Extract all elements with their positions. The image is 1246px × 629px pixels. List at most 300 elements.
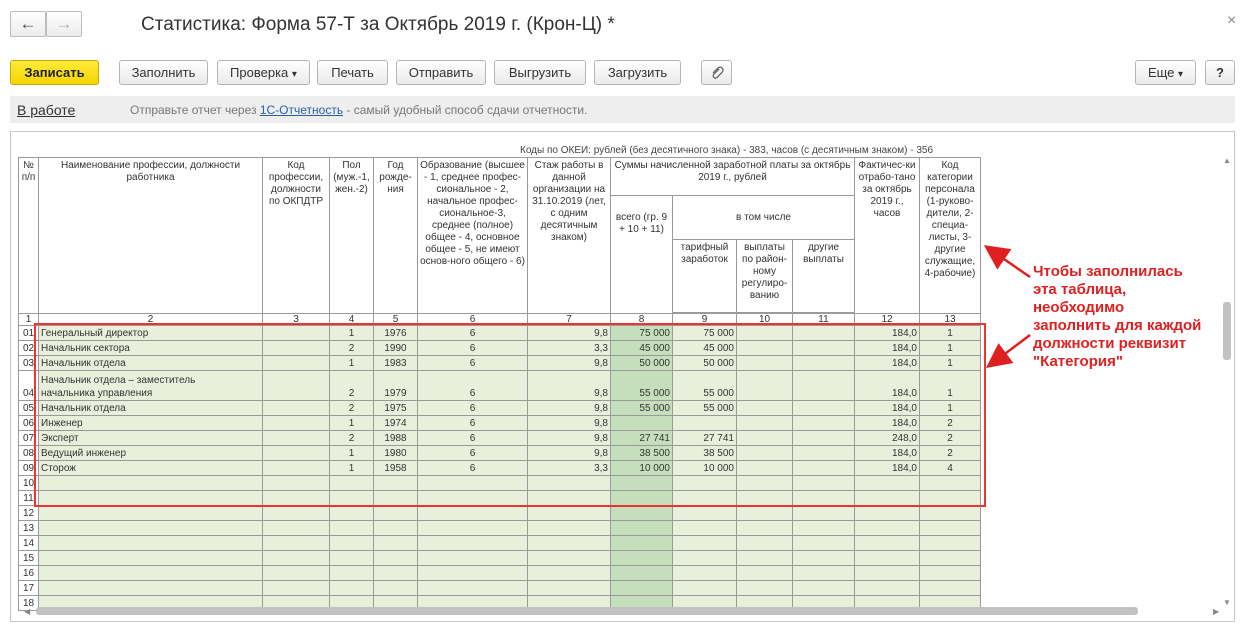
cell-exp[interactable]	[528, 491, 611, 506]
cell-tariff[interactable]: 75 000	[673, 326, 737, 341]
cell-edu[interactable]: 6	[418, 326, 528, 341]
cell-year[interactable]	[374, 491, 418, 506]
cell-hours[interactable]	[855, 551, 920, 566]
column-number: 11	[793, 314, 855, 326]
cell-n: 09	[19, 461, 39, 476]
cell-name[interactable]	[39, 491, 263, 506]
cell-other[interactable]	[793, 356, 855, 371]
cell-hours[interactable]: 184,0	[855, 446, 920, 461]
cell-regional[interactable]	[737, 551, 793, 566]
attach-button[interactable]	[701, 60, 732, 85]
cell-code[interactable]	[263, 476, 330, 491]
scroll-down-icon[interactable]: ▼	[1223, 598, 1231, 607]
cell-exp[interactable]: 3,3	[528, 341, 611, 356]
help-button[interactable]: ?	[1205, 60, 1235, 85]
column-number: 6	[418, 314, 528, 326]
table-row[interactable]	[19, 416, 981, 431]
cell-total[interactable]	[611, 551, 673, 566]
cell-name[interactable]: Эксперт	[39, 431, 263, 446]
cell-regional[interactable]	[737, 371, 793, 401]
cell-other[interactable]	[793, 551, 855, 566]
cell-other[interactable]	[793, 326, 855, 341]
table-row[interactable]	[19, 461, 981, 476]
cell-name[interactable]	[39, 581, 263, 596]
cell-regional[interactable]	[737, 431, 793, 446]
cell-other[interactable]	[793, 371, 855, 401]
cell-regional[interactable]	[737, 521, 793, 536]
cell-regional[interactable]	[737, 536, 793, 551]
table-row[interactable]	[19, 566, 981, 581]
cell-regional[interactable]	[737, 416, 793, 431]
cell-other[interactable]	[793, 491, 855, 506]
cell-cat[interactable]: 4	[920, 461, 981, 476]
cell-code[interactable]	[263, 581, 330, 596]
header-salary-group: Суммы начисленной заработной платы за октябрь 2019 г., рублей	[611, 158, 855, 196]
window-title: Статистика: Форма 57-Т за Октябрь 2019 г. (Крон-Ц) *	[141, 14, 615, 35]
hint-prefix: Отправьте отчет через	[130, 103, 260, 117]
check-button-label: Проверка	[230, 65, 289, 80]
cell-regional[interactable]	[737, 506, 793, 521]
cell-year[interactable]: 1975	[374, 401, 418, 416]
table-row[interactable]	[19, 476, 981, 491]
cell-total[interactable]: 45 000	[611, 341, 673, 356]
cell-sex[interactable]	[330, 521, 374, 536]
header-other: другие выплаты	[793, 240, 855, 313]
cell-code[interactable]	[263, 341, 330, 356]
header-okpdtr: Код профессии, должности по ОКПДТР	[263, 158, 330, 314]
cell-tariff[interactable]: 55 000	[673, 371, 737, 401]
table-row[interactable]	[19, 446, 981, 461]
cell-code[interactable]	[263, 326, 330, 341]
cell-name[interactable]: Начальник сектора	[39, 341, 263, 356]
cell-tariff[interactable]: 50 000	[673, 356, 737, 371]
fill-button[interactable]: Заполнить	[119, 60, 208, 85]
cell-tariff[interactable]	[673, 551, 737, 566]
column-number: 1	[19, 314, 39, 326]
cell-name[interactable]	[39, 476, 263, 491]
cell-code[interactable]	[263, 401, 330, 416]
export-button[interactable]: Выгрузить	[494, 60, 586, 85]
cell-regional[interactable]	[737, 476, 793, 491]
arrow-right-icon: →	[55, 14, 73, 33]
cell-hours[interactable]: 184,0	[855, 356, 920, 371]
cell-name-line1: Начальник отдела – заместитель	[41, 375, 196, 386]
cell-total[interactable]: 75 000	[611, 326, 673, 341]
column-numbers-row	[19, 314, 981, 326]
vertical-scroll-thumb[interactable]	[1223, 302, 1231, 360]
cell-tariff[interactable]: 10 000	[673, 461, 737, 476]
cell-name[interactable]: Генеральный директор	[39, 326, 263, 341]
cell-sex[interactable]: 1	[330, 461, 374, 476]
cell-code[interactable]	[263, 551, 330, 566]
cell-total[interactable]	[611, 566, 673, 581]
cell-n: 14	[19, 536, 39, 551]
cell-total[interactable]	[611, 581, 673, 596]
cell-exp[interactable]	[528, 536, 611, 551]
cell-hours[interactable]	[855, 536, 920, 551]
cell-other[interactable]	[793, 581, 855, 596]
cell-code[interactable]	[263, 506, 330, 521]
cell-total[interactable]: 50 000	[611, 356, 673, 371]
cell-edu[interactable]	[418, 536, 528, 551]
cell-tariff[interactable]: 45 000	[673, 341, 737, 356]
cell-year[interactable]: 1976	[374, 326, 418, 341]
cell-code[interactable]	[263, 566, 330, 581]
cell-year[interactable]: 1958	[374, 461, 418, 476]
cell-exp[interactable]: 9,8	[528, 416, 611, 431]
scroll-up-icon[interactable]: ▲	[1223, 156, 1231, 165]
cell-regional[interactable]	[737, 461, 793, 476]
cell-tariff[interactable]	[673, 581, 737, 596]
cell-n: 18	[19, 596, 39, 611]
cell-name[interactable]: Начальник отдела	[39, 401, 263, 416]
cell-other[interactable]	[793, 416, 855, 431]
cell-total[interactable]	[611, 521, 673, 536]
cell-code[interactable]	[263, 431, 330, 446]
cell-year[interactable]	[374, 536, 418, 551]
cell-other[interactable]	[793, 566, 855, 581]
status-bar	[10, 96, 1235, 123]
cell-total[interactable]	[611, 476, 673, 491]
cell-tariff[interactable]	[673, 416, 737, 431]
cell-sex[interactable]: 2	[330, 401, 374, 416]
cell-regional[interactable]	[737, 491, 793, 506]
chevron-down-icon: ▾	[291, 69, 297, 80]
table-row[interactable]	[19, 491, 981, 506]
cell-total[interactable]	[611, 506, 673, 521]
cell-cat[interactable]: 2	[920, 416, 981, 431]
arrow-left-icon: ←	[19, 14, 37, 33]
cell-sex[interactable]	[330, 551, 374, 566]
cell-hours[interactable]	[855, 506, 920, 521]
cell-name[interactable]	[39, 371, 263, 401]
cell-code[interactable]	[263, 356, 330, 371]
cell-n: 13	[19, 521, 39, 536]
cell-other[interactable]	[793, 401, 855, 416]
cell-exp[interactable]: 3,3	[528, 461, 611, 476]
table-row[interactable]	[19, 326, 981, 341]
cell-other[interactable]	[793, 536, 855, 551]
cell-total[interactable]: 27 741	[611, 431, 673, 446]
cell-sex[interactable]	[330, 506, 374, 521]
cell-n: 05	[19, 401, 39, 416]
column-number: 4	[330, 314, 374, 326]
cell-tariff[interactable]	[673, 491, 737, 506]
vertical-scrollbar[interactable]	[1222, 158, 1232, 610]
cell-sex[interactable]: 1	[330, 446, 374, 461]
cell-sex[interactable]: 2	[330, 341, 374, 356]
column-number: 12	[855, 314, 920, 326]
cell-tariff[interactable]	[673, 521, 737, 536]
cell-exp[interactable]: 9,8	[528, 371, 611, 401]
header-category: Код категории персонала (1-руково-дители, 2-специа-листы, 3-другие служащие, 4-рабочие)	[920, 158, 981, 314]
cell-exp[interactable]	[528, 476, 611, 491]
cell-tariff[interactable]: 38 500	[673, 446, 737, 461]
cell-other[interactable]	[793, 521, 855, 536]
header-birth-year: Год рожде-ния	[374, 158, 418, 314]
cell-edu[interactable]: 6	[418, 416, 528, 431]
cell-cat[interactable]: 2	[920, 431, 981, 446]
cell-sex[interactable]	[330, 581, 374, 596]
cell-exp[interactable]	[528, 581, 611, 596]
send-button[interactable]: Отправить	[396, 60, 486, 85]
cell-regional[interactable]	[737, 356, 793, 371]
table-row[interactable]	[19, 536, 981, 551]
column-number: 7	[528, 314, 611, 326]
table-row[interactable]	[19, 431, 981, 446]
scroll-right-icon[interactable]: ▶	[1213, 607, 1220, 616]
cell-edu[interactable]	[418, 566, 528, 581]
cell-year[interactable]: 1980	[374, 446, 418, 461]
cell-tariff[interactable]	[673, 566, 737, 581]
cell-edu[interactable]	[418, 581, 528, 596]
cell-name[interactable]	[39, 566, 263, 581]
column-number: 13	[920, 314, 981, 326]
cell-cat[interactable]: 2	[920, 446, 981, 461]
cell-year[interactable]	[374, 506, 418, 521]
cell-other[interactable]	[793, 506, 855, 521]
cell-n: 03	[19, 356, 39, 371]
cell-sex[interactable]	[330, 491, 374, 506]
cell-tariff[interactable]: 27 741	[673, 431, 737, 446]
cell-sex[interactable]: 2	[330, 371, 374, 401]
cell-sex[interactable]: 1	[330, 416, 374, 431]
cell-exp[interactable]	[528, 566, 611, 581]
cell-name[interactable]	[39, 506, 263, 521]
cell-tariff[interactable]	[673, 476, 737, 491]
cell-name[interactable]: Инженер	[39, 416, 263, 431]
cell-edu[interactable]	[418, 476, 528, 491]
check-button[interactable]	[217, 60, 310, 85]
table-row[interactable]	[19, 371, 981, 401]
header-regional: выплаты по район-ному регулиро-ванию	[737, 240, 793, 313]
cell-year[interactable]	[374, 566, 418, 581]
cell-total[interactable]: 10 000	[611, 461, 673, 476]
cell-cat[interactable]: 1	[920, 371, 981, 401]
cell-edu[interactable]: 6	[418, 356, 528, 371]
cell-total[interactable]: 55 000	[611, 401, 673, 416]
cell-hours[interactable]	[855, 581, 920, 596]
header-education: Образование (высшее - 1, среднее профес-сиональное - 2, начальное профес-сиональное-3, среднее (полное) общее - 4, основное общее - 5, не имеют основ-ного общего - 6)	[418, 158, 528, 314]
table-row[interactable]	[19, 341, 981, 356]
cell-hours[interactable]	[855, 491, 920, 506]
cell-name[interactable]	[39, 521, 263, 536]
hint-suffix: - самый удобный способ сдачи отчетности.	[343, 103, 588, 117]
cell-hours[interactable]	[855, 476, 920, 491]
back-button[interactable]	[10, 11, 46, 37]
cell-total[interactable]	[611, 491, 673, 506]
document-state-link[interactable]: В работе	[17, 102, 76, 118]
cell-n: 10	[19, 476, 39, 491]
cell-n: 01	[19, 326, 39, 341]
table-row[interactable]	[19, 401, 981, 416]
cell-sex[interactable]	[330, 536, 374, 551]
cell-year[interactable]	[374, 551, 418, 566]
cell-cat[interactable]	[920, 566, 981, 581]
cell-cat[interactable]: 1	[920, 341, 981, 356]
column-number: 10	[737, 314, 793, 326]
cell-name[interactable]: Сторож	[39, 461, 263, 476]
cell-cat[interactable]	[920, 551, 981, 566]
import-button[interactable]: Загрузить	[594, 60, 681, 85]
cell-n: 02	[19, 341, 39, 356]
cell-code[interactable]	[263, 491, 330, 506]
cell-sex[interactable]	[330, 566, 374, 581]
cell-n: 12	[19, 506, 39, 521]
cell-n: 04	[19, 371, 39, 401]
cell-regional[interactable]	[737, 581, 793, 596]
table-row[interactable]	[19, 581, 981, 596]
header-including: в том числе	[673, 196, 855, 240]
table-row[interactable]	[19, 356, 981, 371]
header-hours: Фактичес-ки отрабо-тано за октябрь 2019 г., часов	[855, 158, 920, 314]
cell-exp[interactable]: 9,8	[528, 446, 611, 461]
cell-hours[interactable]: 184,0	[855, 401, 920, 416]
cell-exp[interactable]: 9,8	[528, 326, 611, 341]
cell-total[interactable]: 55 000	[611, 371, 673, 401]
cell-cat[interactable]	[920, 491, 981, 506]
cell-name[interactable]: Ведущий инженер	[39, 446, 263, 461]
cell-code[interactable]	[263, 536, 330, 551]
cell-year[interactable]: 1983	[374, 356, 418, 371]
cell-sex[interactable]: 1	[330, 326, 374, 341]
cell-code[interactable]	[263, 446, 330, 461]
cell-year[interactable]: 1990	[374, 341, 418, 356]
cell-name[interactable]	[39, 551, 263, 566]
table-row[interactable]	[19, 506, 981, 521]
cell-hours[interactable]: 184,0	[855, 371, 920, 401]
column-number: 8	[611, 314, 673, 326]
cell-n: 11	[19, 491, 39, 506]
title-bar	[0, 0, 1246, 52]
horizontal-scroll-thumb[interactable]	[36, 607, 1138, 615]
cell-edu[interactable]	[418, 491, 528, 506]
forward-button[interactable]	[46, 11, 82, 37]
more-button[interactable]	[1135, 60, 1196, 85]
cell-year[interactable]: 1979	[374, 371, 418, 401]
cell-edu[interactable]: 6	[418, 431, 528, 446]
cell-hours[interactable]: 184,0	[855, 461, 920, 476]
cell-name[interactable]: Начальник отдела	[39, 356, 263, 371]
cell-n: 08	[19, 446, 39, 461]
cell-exp[interactable]	[528, 551, 611, 566]
cell-regional[interactable]	[737, 446, 793, 461]
cell-edu[interactable]	[418, 506, 528, 521]
cell-total[interactable]: 38 500	[611, 446, 673, 461]
cell-regional[interactable]	[737, 401, 793, 416]
cell-other[interactable]	[793, 446, 855, 461]
cell-code[interactable]	[263, 371, 330, 401]
header-profession: Наименование профессии, должности работника	[39, 158, 263, 314]
cell-exp[interactable]: 9,8	[528, 356, 611, 371]
cell-total[interactable]	[611, 536, 673, 551]
cell-edu[interactable]: 6	[418, 461, 528, 476]
table-row[interactable]	[19, 551, 981, 566]
reporting-hint	[130, 103, 587, 117]
cell-hours[interactable]: 184,0	[855, 326, 920, 341]
cell-exp[interactable]	[528, 521, 611, 536]
cell-exp[interactable]	[528, 506, 611, 521]
cell-cat[interactable]: 1	[920, 326, 981, 341]
header-total: всего (гр. 9 + 10 + 11)	[611, 196, 673, 314]
cell-regional[interactable]	[737, 326, 793, 341]
cell-other[interactable]	[793, 341, 855, 356]
cell-code[interactable]	[263, 416, 330, 431]
cell-cat[interactable]	[920, 581, 981, 596]
cell-n: 15	[19, 551, 39, 566]
print-button[interactable]: Печать	[317, 60, 388, 85]
cell-cat[interactable]	[920, 536, 981, 551]
cell-cat[interactable]	[920, 506, 981, 521]
cell-tariff[interactable]	[673, 506, 737, 521]
cell-name[interactable]	[39, 536, 263, 551]
cell-edu[interactable]: 6	[418, 446, 528, 461]
column-number: 2	[39, 314, 263, 326]
scroll-left-icon[interactable]: ◀	[24, 607, 31, 616]
cell-cat[interactable]	[920, 521, 981, 536]
cell-name-line2: начальника управления	[41, 388, 153, 399]
cell-other[interactable]	[793, 476, 855, 491]
cell-hours[interactable]: 184,0	[855, 341, 920, 356]
cell-edu[interactable]: 6	[418, 401, 528, 416]
report-table	[18, 157, 981, 611]
cell-tariff[interactable]	[673, 536, 737, 551]
cell-year[interactable]	[374, 581, 418, 596]
cell-edu[interactable]: 6	[418, 341, 528, 356]
save-button[interactable]: Записать	[10, 60, 99, 85]
cell-exp[interactable]: 9,8	[528, 401, 611, 416]
cell-hours[interactable]: 184,0	[855, 416, 920, 431]
cell-year[interactable]: 1988	[374, 431, 418, 446]
cell-exp[interactable]: 9,8	[528, 431, 611, 446]
cell-edu[interactable]	[418, 551, 528, 566]
cell-other[interactable]	[793, 431, 855, 446]
cell-code[interactable]	[263, 521, 330, 536]
cell-year[interactable]: 1974	[374, 416, 418, 431]
cell-sex[interactable]: 1	[330, 356, 374, 371]
cell-regional[interactable]	[737, 341, 793, 356]
column-number: 5	[374, 314, 418, 326]
close-icon[interactable]: ×	[1227, 12, 1237, 29]
cell-year[interactable]	[374, 476, 418, 491]
cell-regional[interactable]	[737, 566, 793, 581]
cell-n: 17	[19, 581, 39, 596]
chevron-down-icon: ▾	[1178, 69, 1184, 80]
cell-sex[interactable]: 2	[330, 431, 374, 446]
1c-reporting-link[interactable]: 1С-Отчетность	[259, 103, 344, 117]
cell-cat[interactable]: 1	[920, 356, 981, 371]
cell-hours[interactable]: 248,0	[855, 431, 920, 446]
cell-hours[interactable]	[855, 566, 920, 581]
cell-edu[interactable]: 6	[418, 371, 528, 401]
column-number: 9	[673, 314, 737, 326]
header-experience: Стаж работы в данной организации на 31.10.2019 (лет, с одним десятичным знаком)	[528, 158, 611, 314]
cell-tariff[interactable]: 55 000	[673, 401, 737, 416]
cell-cat[interactable]: 1	[920, 401, 981, 416]
cell-sex[interactable]	[330, 476, 374, 491]
paperclip-icon	[710, 65, 724, 81]
cell-other[interactable]	[793, 461, 855, 476]
cell-hours[interactable]	[855, 521, 920, 536]
table-row[interactable]	[19, 521, 981, 536]
header-tariff: тарифный заработок	[673, 240, 737, 313]
column-number: 3	[263, 314, 330, 326]
cell-year[interactable]	[374, 521, 418, 536]
cell-edu[interactable]	[418, 521, 528, 536]
cell-total[interactable]	[611, 416, 673, 431]
cell-code[interactable]	[263, 461, 330, 476]
cell-cat[interactable]	[920, 476, 981, 491]
